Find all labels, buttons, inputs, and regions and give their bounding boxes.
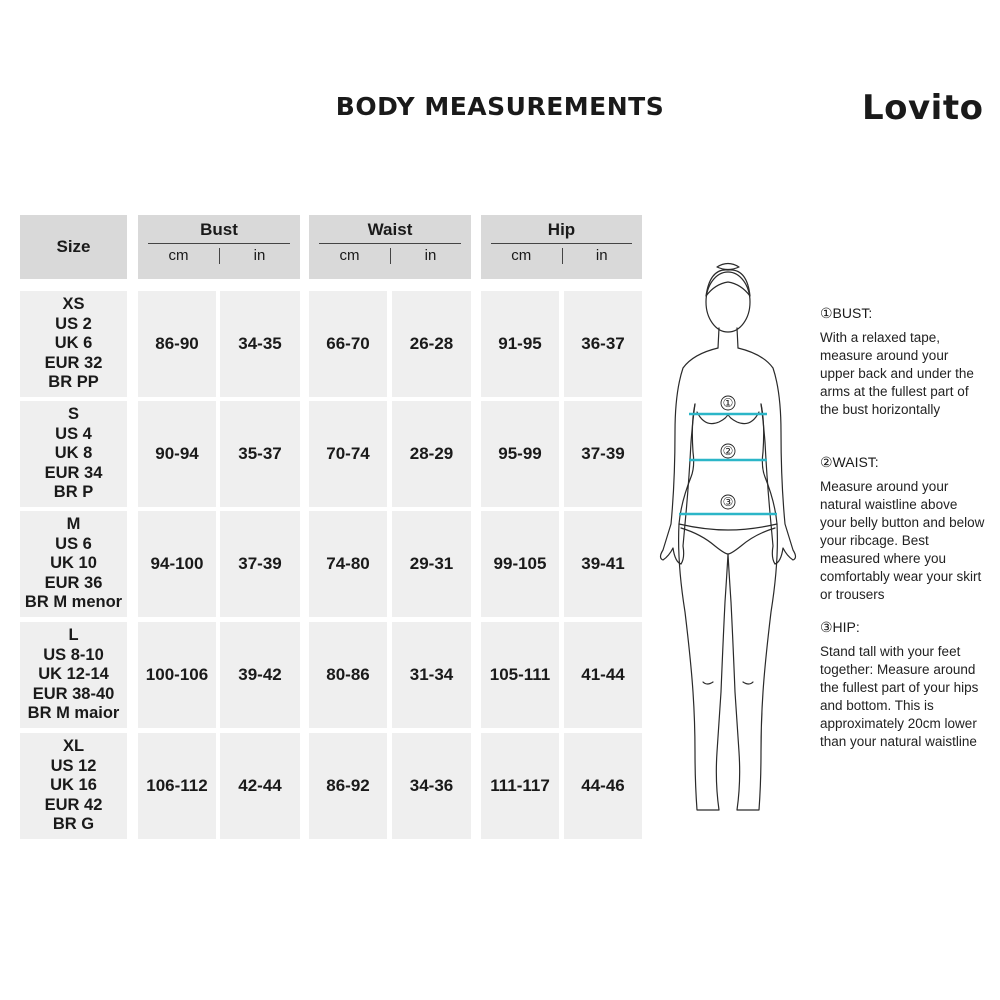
size-label-line: US 2 [55, 314, 92, 333]
size-label-line: UK 10 [50, 554, 97, 573]
header-unit-separator [562, 248, 563, 264]
waist-cm-cell: 66-70 [309, 291, 387, 397]
size-label-line: BR PP [48, 373, 99, 392]
waist-cm-cell: 70-74 [309, 401, 387, 507]
waist-in-cell: 26-28 [392, 291, 471, 397]
waist-guide-text: Measure around your natural waistline above your belly button and below your ribcage. Best measured where you comfortably wear your skirt or trousers [820, 479, 985, 602]
body-figure-illustration [655, 262, 805, 817]
bust-in-cell: 42-44 [220, 733, 300, 839]
hip-guide-text: Stand tall with your feet together: Measure around the fullest part of your hips and bottom. This is approximately 20cm lower than your natural waistline [820, 644, 979, 749]
hip-in-cell: 41-44 [564, 622, 642, 728]
size-label-line: UK 12-14 [38, 665, 109, 684]
size-label-line: EUR 38-40 [32, 684, 115, 703]
hip-cm-cell: 91-95 [481, 291, 559, 397]
size-label-line: BR G [52, 815, 95, 834]
bust-column-header [138, 215, 300, 279]
bust-header-title: Bust [200, 220, 238, 239]
bust-cm-cell: 90-94 [138, 401, 216, 507]
hip-in-cell: 36-37 [564, 291, 642, 397]
header-unit-separator [219, 248, 220, 264]
size-label-line: EUR 36 [44, 573, 103, 592]
size-label-line: EUR 34 [44, 463, 103, 482]
figure-right-leg [728, 524, 777, 810]
size-label-cell [20, 291, 127, 397]
figure-head [706, 272, 750, 332]
size-label-cell [20, 733, 127, 839]
size-label-line: XL [62, 737, 85, 756]
bust-unit-cm: cm [168, 247, 189, 264]
hip-unit-cm: cm [511, 247, 532, 264]
size-label-line: UK 8 [54, 444, 93, 463]
waist-in-cell: 29-31 [392, 511, 471, 617]
size-label-line: BR M maior [27, 704, 120, 723]
size-label-line: US 4 [55, 424, 92, 443]
bust-in-cell: 37-39 [220, 511, 300, 617]
size-label-line: EUR 32 [44, 353, 103, 372]
hip-column-header [481, 215, 642, 279]
hip-header-title: Hip [547, 220, 576, 239]
hip-unit-in: in [595, 247, 608, 264]
bust-cm-cell: 106-112 [138, 733, 216, 839]
bust-cm-cell: 100-106 [138, 622, 216, 728]
bust-marker: ① [722, 396, 734, 410]
bust-guide [820, 305, 985, 419]
size-label-line: S [67, 405, 79, 424]
bust-guide-title: ①BUST: [820, 305, 873, 321]
hip-in-cell: 44-46 [564, 733, 642, 839]
size-label-line: US 12 [50, 756, 97, 775]
waist-in-cell: 28-29 [392, 401, 471, 507]
waist-marker: ② [722, 444, 734, 458]
header-unit-separator [390, 248, 391, 264]
hip-guide-title: ③HIP: [820, 619, 860, 635]
figure-left-arm [661, 348, 719, 564]
waist-header-title: Waist [367, 220, 413, 239]
waist-in-cell: 31-34 [392, 622, 471, 728]
waist-unit-cm: cm [339, 247, 360, 264]
hip-in-cell: 39-41 [564, 511, 642, 617]
size-label-cell [20, 511, 127, 617]
waist-unit-in: in [424, 247, 437, 264]
size-label-line: M [66, 515, 81, 534]
waist-guide [820, 454, 985, 604]
header-rule [319, 243, 461, 244]
hip-cm-cell: 99-105 [481, 511, 559, 617]
hip-cm-cell: 105-111 [481, 622, 559, 728]
size-label-line: UK 16 [50, 776, 97, 795]
figure-left-leg [679, 524, 728, 810]
bust-in-cell: 34-35 [220, 291, 300, 397]
hip-cm-cell: 111-117 [481, 733, 559, 839]
hip-guide [820, 619, 985, 751]
size-label-line: UK 6 [54, 334, 93, 353]
page-title: BODY MEASUREMENTS [335, 92, 665, 121]
waist-in-cell: 34-36 [392, 733, 471, 839]
bust-unit-in: in [253, 247, 266, 264]
brand-logo: Lovito [862, 88, 984, 128]
bust-cm-cell: 86-90 [138, 291, 216, 397]
figure-right-arm [738, 348, 796, 564]
size-label-cell [20, 401, 127, 507]
bust-in-cell: 35-37 [220, 401, 300, 507]
bust-cm-cell: 94-100 [138, 511, 216, 617]
header-rule [148, 243, 290, 244]
bust-guide-text: With a relaxed tape, measure around your upper back and under the arms at the fullest part of the bust horizontally [820, 330, 974, 417]
size-label-line: US 8-10 [43, 645, 104, 664]
size-label-line: EUR 42 [44, 795, 103, 814]
size-label-line: BR M menor [24, 593, 123, 612]
waist-guide-title: ②WAIST: [820, 454, 879, 470]
size-column-header: Size [20, 215, 127, 279]
waist-cm-cell: 86-92 [309, 733, 387, 839]
size-label-line: XS [62, 295, 85, 314]
waist-cm-cell: 80-86 [309, 622, 387, 728]
waist-cm-cell: 74-80 [309, 511, 387, 617]
size-label-cell [20, 622, 127, 728]
hip-marker: ③ [722, 495, 734, 509]
bust-in-cell: 39-42 [220, 622, 300, 728]
figure-hair [706, 270, 750, 296]
size-label-line: BR P [53, 483, 94, 502]
size-label-line: US 6 [55, 534, 92, 553]
hip-cm-cell: 95-99 [481, 401, 559, 507]
waist-column-header [309, 215, 471, 279]
hip-in-cell: 37-39 [564, 401, 642, 507]
size-label-line: L [68, 626, 79, 645]
header-rule [491, 243, 632, 244]
